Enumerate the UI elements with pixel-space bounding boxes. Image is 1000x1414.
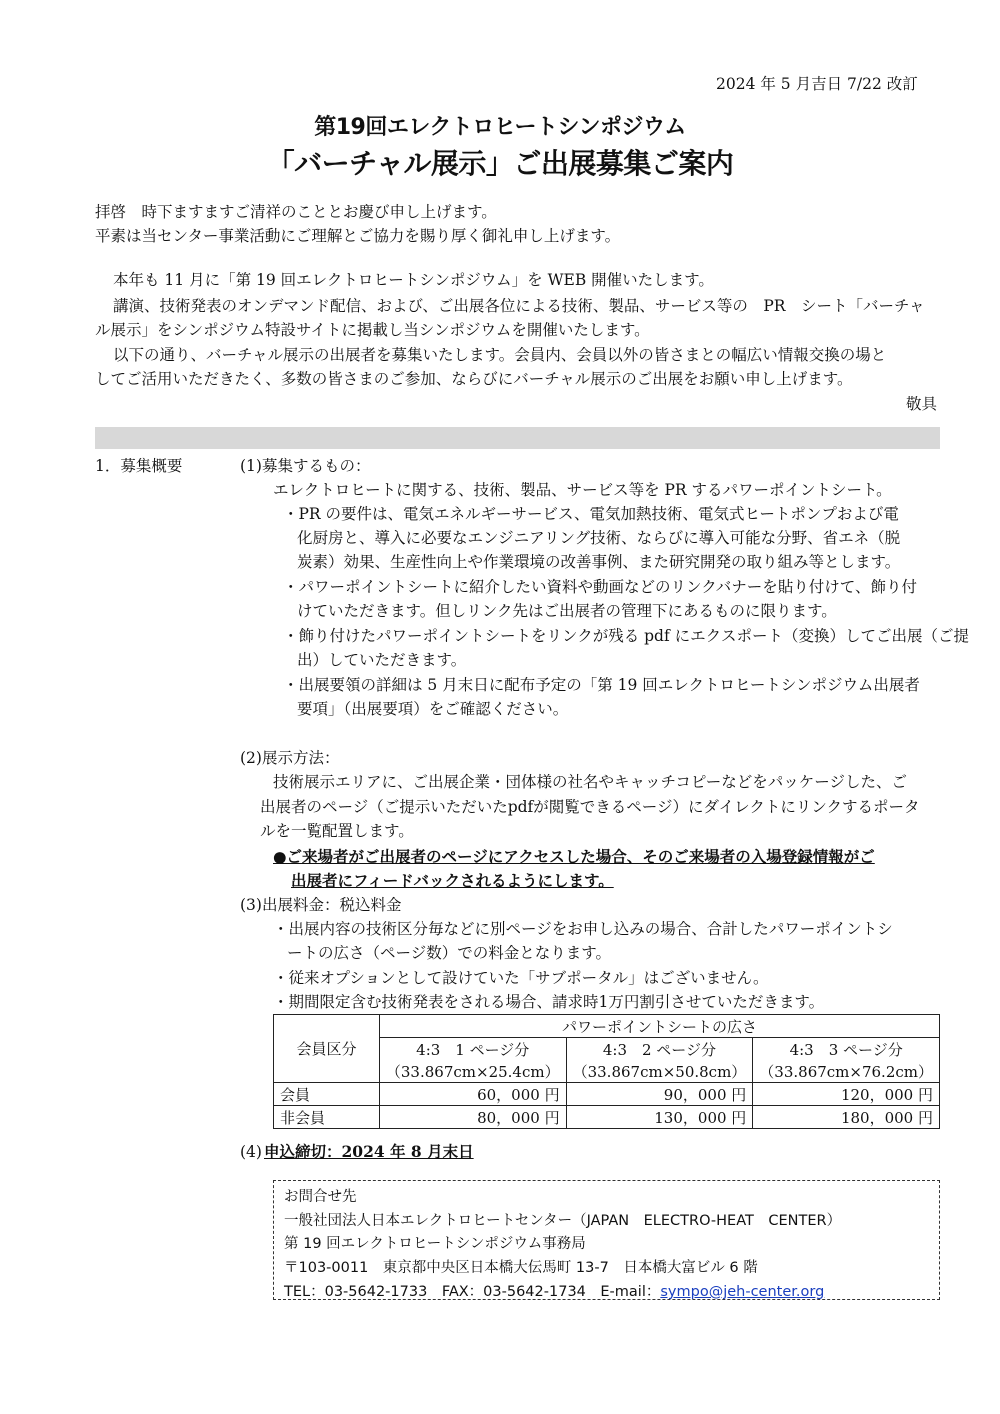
- table-header-cell: 会員区分: [274, 1015, 380, 1083]
- bullet-text: けていただきます。但しリンク先はご出展者の管理下にあるものに限ります。: [297, 602, 837, 620]
- item-description: 出展者のページ（ご提示いただいたpdfが閲覧できるページ）にダイレクトにリンクするポータ: [260, 798, 920, 816]
- bullet-text: 化厨房と、導入に必要なエンジニアリング技術、ならびに導入可能な分野、省エネ（脱: [297, 529, 901, 547]
- table-column-size: （33.867cm×76.2cm）: [753, 1060, 940, 1083]
- notice-text: ●ご来場者がご出展者のページにアクセスした場合、そのご来場者の入場登録情報がご: [273, 847, 875, 866]
- greeting-line: 平素は当センター事業活動にご理解とご協力を賜り厚く御礼申し上げます。: [95, 227, 621, 245]
- table-column-header: 4:3 3 ページ分: [753, 1038, 940, 1061]
- contact-address: 〒103-0011 東京都中央区日本橋大伝馬町 13-7 日本橋大富ビル 6 階: [284, 1260, 758, 1276]
- item-label: (1)募集するもの：: [240, 457, 371, 475]
- intro-paragraph: 本年も 11 月に「第 19 回エレクトロヒートシンポジウム」を WEB 開催いたします。: [113, 271, 714, 289]
- item-description: ルを一覧配置します。: [260, 822, 414, 840]
- bullet-text: ・パワーポイントシートに紹介したい資料や動画などのリンクバナーを貼り付けて、飾り付: [283, 578, 917, 596]
- contact-title: お問合せ先: [284, 1189, 357, 1205]
- table-group-header: パワーポイントシートの広さ: [379, 1015, 939, 1038]
- intro-paragraph: してご活用いただきたく、多数の皆さまのご参加、ならびにバーチャル展示のご出展をお願い申し上げます。: [95, 370, 853, 388]
- bullet-text: ・飾り付けたパワーポイントシートをリンクが残る pdf にエクスポート（変換）してご出展（ご提: [283, 627, 969, 645]
- table-column-header: 4:3 2 ページ分: [566, 1038, 753, 1061]
- contact-organization: 一般社団法人日本エレクトロヒートセンター（JAPAN ELECTRO-HEAT CENTER）: [284, 1213, 842, 1229]
- section-divider: [95, 427, 940, 449]
- bullet-text: 要項」（出展要項）をご確認ください。: [297, 700, 569, 718]
- row-label: 非会員: [274, 1106, 380, 1129]
- contact-email-link[interactable]: sympo@jeh-center.org: [660, 1284, 825, 1300]
- bullet-text: ・期間限定含む技術発表をされる場合、請求時1万円割引させていただきます。: [273, 993, 825, 1011]
- greeting-line: 拝啓 時下ますますご清祥のこととお慶び申し上げます。: [95, 203, 497, 221]
- bullet-text: ・従来オプションとして設けていた「サブポータル」はございません。: [273, 969, 769, 987]
- document-date: 2024 年 5 月吉日 7/22 改訂: [716, 75, 918, 93]
- table-cell: 80，000 円: [379, 1106, 566, 1129]
- notice-text: 出展者にフィードバックされるようにします。: [291, 871, 614, 890]
- item-description: エレクトロヒートに関する、技術、製品、サービス等を PR するパワーポイントシート。: [273, 481, 892, 499]
- closing-word: 敬具: [906, 395, 938, 413]
- intro-paragraph: ル展示」をシンポジウム特設サイトに掲載し当シンポジウムを開催いたします。: [95, 321, 650, 339]
- deadline-text: 申込締切：2024 年 8 月末日: [264, 1142, 474, 1161]
- bullet-text: ・PR の要件は、電気エネルギーサービス、電気加熱技術、電気式ヒートポンプおよび電: [283, 505, 899, 523]
- table-column-header: 4:3 1 ページ分: [379, 1038, 566, 1061]
- row-label: 会員: [274, 1083, 380, 1106]
- table-column-size: （33.867cm×50.8cm）: [566, 1060, 753, 1083]
- page-subtitle: 「バーチャル展示」ご出展募集ご案内: [266, 147, 734, 180]
- table-cell: 120，000 円: [753, 1083, 940, 1106]
- contact-office: 第 19 回エレクトロヒートシンポジウム事務局: [284, 1236, 586, 1252]
- bullet-text: ートの広さ（ページ数）での料金となります。: [287, 944, 611, 962]
- table-cell: 90，000 円: [566, 1083, 753, 1106]
- table-cell: 60，000 円: [379, 1083, 566, 1106]
- bullet-text: ・出展要領の詳細は 5 月末日に配布予定の「第 19 回エレクトロヒートシンポジウム出展者: [283, 676, 920, 694]
- item-description: 技術展示エリアに、ご出展企業・団体様の社名やキャッチコピーなどをパッケージした、ご: [273, 773, 907, 791]
- table-cell: 130，000 円: [566, 1106, 753, 1129]
- table-row: [274, 1106, 940, 1129]
- section-heading: 1．募集概要: [95, 457, 183, 475]
- page-title: 第19回エレクトロヒートシンポジウム: [314, 115, 686, 140]
- contact-phone-line: [284, 1280, 824, 1301]
- contact-tel-fax: TEL：03-5642-1733 FAX：03-5642-1734 E-mail：: [284, 1284, 661, 1300]
- table-cell: 180，000 円: [753, 1106, 940, 1129]
- table-row: [274, 1083, 940, 1106]
- bullet-text: 出）していただきます。: [297, 651, 467, 669]
- item-label: (3)出展料金：税込料金: [240, 896, 402, 914]
- bullet-text: ・出展内容の技術区分毎などに別ページをお申し込みの場合、合計したパワーポイントシ: [273, 920, 893, 938]
- intro-paragraph: 講演、技術発表のオンデマンド配信、および、ご出展各位による技術、製品、サービス等の PR シート「バーチャ: [113, 297, 925, 315]
- fee-table: [273, 1014, 940, 1129]
- contact-box: [273, 1180, 940, 1300]
- table-column-size: （33.867cm×25.4cm）: [379, 1060, 566, 1083]
- intro-paragraph: 以下の通り、バーチャル展示の出展者を募集いたします。会員内、会員以外の皆さまとの幅広い情報交換の場と: [113, 346, 887, 364]
- item-label: (2)展示方法：: [240, 749, 340, 767]
- bullet-text: 炭素）効果、生産性向上や作業環境の改善事例、また研究開発の取り組み等とします。: [297, 553, 901, 571]
- item-label: (4): [240, 1143, 262, 1161]
